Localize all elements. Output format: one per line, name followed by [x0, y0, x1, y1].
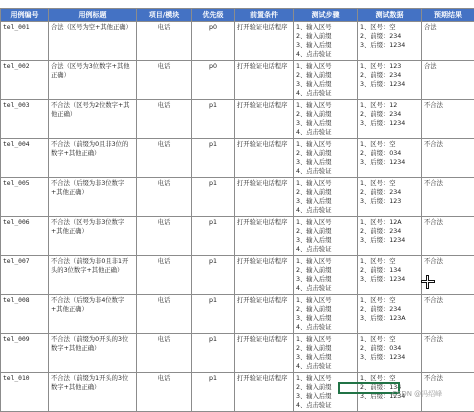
cell-steps[interactable]: 1、输入区号 2、输入前缀 3、输入后缀 4、点击验证 — [294, 61, 358, 100]
header-case-title[interactable]: 用例标题 — [49, 9, 137, 22]
cell-case-title[interactable]: 不合法（后缀为非3位数字+其他正确） — [49, 178, 137, 217]
cell-priority[interactable]: p0 — [192, 22, 235, 61]
cell-precondition[interactable]: 打开验证电话程序 — [235, 22, 294, 61]
cell-precondition[interactable]: 打开验证电话程序 — [235, 373, 294, 412]
cell-precondition[interactable]: 打开验证电话程序 — [235, 100, 294, 139]
cell-priority[interactable]: p1 — [192, 373, 235, 412]
cell-precondition[interactable]: 打开验证电话程序 — [235, 139, 294, 178]
table-row — [1, 256, 474, 295]
cell-expected[interactable]: 合法 — [422, 22, 474, 61]
cell-module[interactable]: 电话 — [137, 61, 192, 100]
cell-case-title[interactable]: 不合法（前缀为0且非3位的数字+其他正确） — [49, 139, 137, 178]
cell-precondition[interactable]: 打开验证电话程序 — [235, 61, 294, 100]
cell-priority[interactable]: p0 — [192, 61, 235, 100]
cell-module[interactable]: 电话 — [137, 373, 192, 412]
header-expected[interactable]: 预期结果 — [422, 9, 474, 22]
cell-module[interactable]: 电话 — [137, 139, 192, 178]
cell-steps[interactable]: 1、输入区号 2、输入前缀 3、输入后缀 4、点击验证 — [294, 217, 358, 256]
cell-expected[interactable]: 不合法 — [422, 256, 474, 295]
cell-module[interactable]: 电话 — [137, 100, 192, 139]
cell-test-data[interactable]: 1、区号：空 2、前缀：134 3、后缀：1234 — [358, 256, 422, 295]
cell-priority[interactable]: p1 — [192, 178, 235, 217]
cell-expected[interactable]: 不合法 — [422, 100, 474, 139]
cell-case-title[interactable]: 合法（区号为空+其他正确） — [49, 22, 137, 61]
test-case-table — [0, 8, 474, 412]
cell-case-id[interactable]: tel_010 — [1, 373, 49, 412]
header-case-id[interactable]: 用例编号 — [1, 9, 49, 22]
cell-case-id[interactable]: tel_007 — [1, 256, 49, 295]
cell-precondition[interactable]: 打开验证电话程序 — [235, 295, 294, 334]
cell-case-id[interactable]: tel_009 — [1, 334, 49, 373]
cell-case-title[interactable]: 合法（区号为3位数字+其他正确） — [49, 61, 137, 100]
cell-priority[interactable]: p1 — [192, 100, 235, 139]
cell-module[interactable]: 电话 — [137, 295, 192, 334]
table-row — [1, 334, 474, 373]
cell-priority[interactable]: p1 — [192, 217, 235, 256]
cell-case-id[interactable]: tel_008 — [1, 295, 49, 334]
cell-expected[interactable]: 不合法 — [422, 139, 474, 178]
table-body — [1, 22, 474, 412]
cell-precondition[interactable]: 打开验证电话程序 — [235, 178, 294, 217]
cell-module[interactable]: 电话 — [137, 22, 192, 61]
table-row — [1, 178, 474, 217]
cell-expected[interactable]: 合法 — [422, 61, 474, 100]
cell-case-id[interactable]: tel_004 — [1, 139, 49, 178]
watermark: CSDN @冯绍峰 — [392, 389, 442, 399]
cell-case-id[interactable]: tel_003 — [1, 100, 49, 139]
cell-priority[interactable]: p1 — [192, 139, 235, 178]
cell-test-data[interactable]: 1、区号：空 2、前缀：234 3、后缀：123 — [358, 178, 422, 217]
cell-test-data[interactable]: 1、区号：空 2、前缀：234 3、后缀：123A — [358, 295, 422, 334]
cell-precondition[interactable]: 打开验证电话程序 — [235, 334, 294, 373]
table-row — [1, 22, 474, 61]
cell-steps[interactable]: 1、输入区号 2、输入前缀 3、输入后缀 4、点击验证 — [294, 22, 358, 61]
cell-test-data[interactable]: 1、区号：12 2、前缀：234 3、后缀：1234 — [358, 100, 422, 139]
cell-expected[interactable]: 不合法 — [422, 178, 474, 217]
cell-case-title[interactable]: 不合法（前缀为0开头的3位数字+其他正确） — [49, 334, 137, 373]
cell-steps[interactable]: 1、输入区号 2、输入前缀 3、输入后缀 4、点击验证 — [294, 139, 358, 178]
cell-steps[interactable]: 1、输入区号 2、输入前缀 3、输入后缀 4、点击验证 — [294, 334, 358, 373]
cell-module[interactable]: 电话 — [137, 217, 192, 256]
table-row — [1, 100, 474, 139]
cell-test-data[interactable]: 1、区号：空 2、前缀：134 3、后缀：1234 — [358, 373, 422, 412]
cell-module[interactable]: 电话 — [137, 178, 192, 217]
cell-test-data[interactable]: 1、区号：12A 2、前缀：234 3、后缀：1234 — [358, 217, 422, 256]
cell-module[interactable]: 电话 — [137, 256, 192, 295]
cell-test-data[interactable]: 1、区号：空 2、前缀：234 3、后缀：1234 — [358, 22, 422, 61]
cell-expected[interactable]: 不合法 — [422, 373, 474, 412]
header-steps[interactable]: 测试步骤 — [294, 9, 358, 22]
cell-priority[interactable]: p1 — [192, 256, 235, 295]
cell-precondition[interactable]: 打开验证电话程序 — [235, 217, 294, 256]
crosshair-cursor-icon — [421, 275, 435, 289]
cell-steps[interactable]: 1、输入区号 2、输入前缀 3、输入后缀 4、点击验证 — [294, 256, 358, 295]
cell-test-data[interactable]: 1、区号：空 2、前缀：034 3、后缀：1234 — [358, 334, 422, 373]
header-test-data[interactable]: 测试数据 — [358, 9, 422, 22]
selected-cell[interactable] — [338, 382, 400, 394]
cell-case-title[interactable]: 不合法（前缀为1开头的3位数字+其他正确） — [49, 373, 137, 412]
cell-test-data[interactable]: 1、区号：空 2、前缀：034 3、后缀：1234 — [358, 139, 422, 178]
cell-steps[interactable]: 1、输入区号 2、输入前缀 3、输入后缀 4、点击验证 — [294, 100, 358, 139]
header-priority[interactable]: 优先级 — [192, 9, 235, 22]
table-row — [1, 139, 474, 178]
cell-case-title[interactable]: 不合法（区号为2位数字+其他正确） — [49, 100, 137, 139]
header-precondition[interactable]: 前置条件 — [235, 9, 294, 22]
cell-expected[interactable]: 不合法 — [422, 295, 474, 334]
cell-priority[interactable]: p1 — [192, 295, 235, 334]
header-row — [1, 9, 474, 22]
cell-precondition[interactable]: 打开验证电话程序 — [235, 256, 294, 295]
cell-module[interactable]: 电话 — [137, 334, 192, 373]
table-row — [1, 217, 474, 256]
cell-case-id[interactable]: tel_005 — [1, 178, 49, 217]
cell-steps[interactable]: 1、输入区号 2、输入前缀 3、输入后缀 4、点击验证 — [294, 295, 358, 334]
cell-steps[interactable]: 1、输入区号 2、输入前缀 3、输入后缀 4、点击验证 — [294, 178, 358, 217]
cell-case-title[interactable]: 不合法（后缀为非4位数字+其他正确） — [49, 295, 137, 334]
cell-case-id[interactable]: tel_006 — [1, 217, 49, 256]
table-row — [1, 61, 474, 100]
table-row — [1, 295, 474, 334]
cell-expected[interactable]: 不合法 — [422, 334, 474, 373]
cell-priority[interactable]: p1 — [192, 334, 235, 373]
cell-expected[interactable]: 不合法 — [422, 217, 474, 256]
cell-case-id[interactable]: tel_002 — [1, 61, 49, 100]
cell-steps[interactable]: 1、输入区号 2、输入前缀 3、输入后缀 4、点击验证 — [294, 373, 358, 412]
cell-test-data[interactable]: 1、区号：123 2、前缀：234 3、后缀：1234 — [358, 61, 422, 100]
cell-case-id[interactable]: tel_001 — [1, 22, 49, 61]
header-module[interactable]: 项目/模块 — [137, 9, 192, 22]
cell-case-title[interactable]: 不合法（前缀为非0且非1开头的3位数字+其他正确） — [49, 256, 137, 295]
cell-case-title[interactable]: 不合法（区号为非3位数字+其他正确） — [49, 217, 137, 256]
